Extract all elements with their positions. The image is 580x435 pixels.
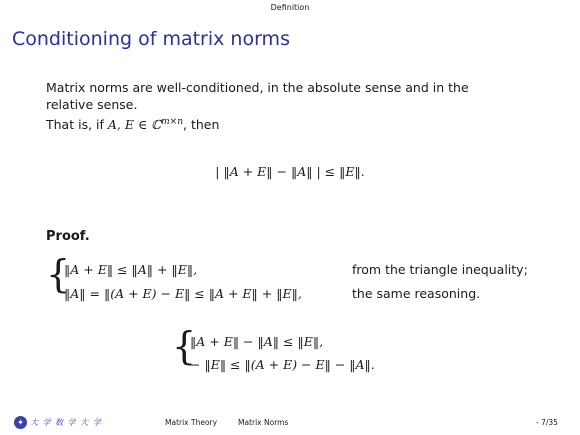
result-left-brace: {	[172, 324, 197, 368]
proof-equation-1: ‖A + E‖ ≤ ‖A‖ + ‖E‖,	[64, 262, 198, 277]
intro-suffix: , then	[183, 117, 220, 133]
intro-line-3	[46, 114, 219, 133]
proof-left-brace: {	[46, 252, 71, 296]
proof-equation-2: ‖A‖ = ‖(A + E) − E‖ ≤ ‖A + E‖ + ‖E‖,	[64, 286, 302, 301]
university-logo	[14, 416, 102, 429]
intro-line-1: Matrix norms are well-conditioned, in the absolute sense and in the	[46, 80, 469, 95]
main-inequality: | ‖A + E‖ − ‖A‖ | ≤ ‖E‖.	[215, 164, 365, 179]
logo-emblem-icon: ✦	[14, 416, 27, 429]
intro-superscript: m×n	[161, 117, 183, 127]
intro-prefix: That is, if	[46, 117, 108, 133]
nav-section-label[interactable]: Definition	[270, 3, 310, 12]
result-equation-1: ‖A + E‖ − ‖A‖ ≤ ‖E‖,	[190, 334, 324, 349]
proof-label: Proof.	[46, 229, 90, 244]
footer-page-number: - 7/35	[536, 418, 558, 427]
intro-math: A, E ∈ ℂ	[107, 117, 162, 133]
footer-section[interactable]: Matrix Norms	[238, 418, 289, 427]
slide-title: Conditioning of matrix norms	[12, 28, 290, 50]
intro-line-2: relative sense.	[46, 97, 138, 112]
logo-text: 大 学 数 学 大 学	[30, 418, 102, 427]
proof-reason-2: the same reasoning.	[352, 286, 481, 301]
footer-course[interactable]: Matrix Theory	[165, 418, 218, 427]
result-equation-2: − ‖E‖ ≤ ‖(A + E) − E‖ − ‖A‖.	[190, 357, 375, 372]
proof-reason-1: from the triangle inequality;	[352, 262, 528, 277]
